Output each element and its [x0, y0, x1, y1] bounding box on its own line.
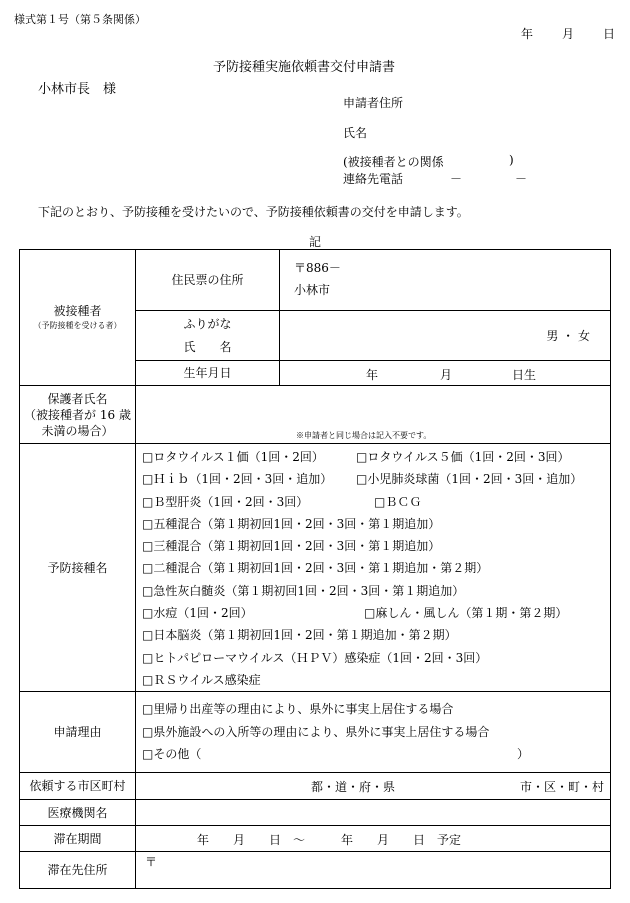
- vaccine-rsv[interactable]: □ＲＳウイルス感染症: [142, 672, 261, 687]
- vaccine-two-mixed[interactable]: □二種混合（第１期初回1回・2回・3回・第１期追加・第２期）: [142, 561, 489, 576]
- vaccine-varicella[interactable]: □水痘（1回・2回）: [142, 606, 253, 621]
- ki-mark: 記: [309, 235, 322, 249]
- applicant-name-label: 氏名: [343, 126, 368, 140]
- vaccine-hepb[interactable]: □Ｂ型肝炎（1回・2回・3回）: [142, 494, 309, 509]
- name-label-cell: [136, 311, 280, 361]
- furigana-label: ふりがな: [183, 316, 232, 331]
- prefecture-options[interactable]: 都・道・府・県: [311, 780, 396, 795]
- municipality-field[interactable]: [136, 773, 611, 800]
- vaccine-rota1[interactable]: □ロタウイルス１価（1回・2回）: [142, 450, 324, 464]
- recipient-label: 被接種者: [53, 304, 102, 318]
- reason-options: [136, 692, 611, 773]
- resident-address-field[interactable]: [280, 250, 611, 311]
- recipient-label-cell: [20, 250, 136, 386]
- postal-prefix: 〒886－: [294, 261, 341, 275]
- reason-other[interactable]: □その他（: [142, 746, 202, 761]
- stay-period-field[interactable]: [136, 826, 611, 852]
- reason-facility[interactable]: □県外施設への入所等の理由により、県外に事実上居住する場合: [142, 724, 490, 739]
- vaccine-three-mixed[interactable]: □三種混合（第１期初回1回・2回・3回・第１期追加）: [142, 539, 441, 554]
- medical-institution-field[interactable]: [136, 800, 611, 826]
- vaccine-label: 予防接種名: [20, 444, 136, 692]
- guardian-label-1: 保護者氏名: [47, 391, 108, 406]
- birth-day: 日生: [512, 368, 537, 382]
- birth-year: 年: [366, 368, 379, 382]
- reason-other-close: ）: [517, 746, 530, 761]
- gender-options[interactable]: 男 ・ 女: [546, 329, 590, 343]
- stay-period-value: 年 月 日 ～ 年 月 日 予定: [197, 833, 462, 848]
- reason-childbirth[interactable]: □里帰り出産等の理由により、県外に事実上居住する場合: [142, 702, 454, 717]
- applicant-address-label: 申請者住所: [343, 96, 404, 110]
- phone-label: 連絡先電話: [343, 172, 404, 186]
- stay-postal-mark: 〒: [145, 855, 158, 870]
- date-month: 月: [562, 27, 575, 41]
- reason-label: 申請理由: [20, 692, 136, 773]
- vaccine-pneumococcal[interactable]: □小児肺炎球菌（1回・2回・3回・追加）: [356, 472, 583, 487]
- date-year: 年: [521, 27, 534, 41]
- city-options[interactable]: 市・区・町・村: [519, 780, 604, 795]
- form-number: 様式第１号（第５条関係）: [14, 13, 146, 26]
- guardian-label-cell: [20, 386, 136, 444]
- vaccine-hpv[interactable]: □ヒトパピローマウイルス（ＨＰＶ）感染症（1回・2回・3回）: [142, 650, 488, 665]
- stay-address-field[interactable]: [136, 852, 611, 889]
- relation-label: (被接種者との関係: [343, 155, 444, 169]
- vaccine-hib[interactable]: □Ｈｉｂ（1回・2回・3回・追加）: [142, 472, 333, 487]
- guardian-name-field[interactable]: [136, 386, 611, 444]
- vaccine-polio[interactable]: □急性灰白髄炎（第１期初回1回・2回・3回・第１期追加）: [142, 583, 465, 598]
- guardian-label-3: 未満の場合）: [41, 423, 114, 438]
- intro-text: 下記のとおり、予防接種を受けたいので、予防接種依頼書の交付を申請します。: [38, 205, 469, 219]
- guardian-note: ※申請者と同じ場合は記入不要です。: [296, 431, 432, 440]
- recipient-name-field[interactable]: [280, 311, 611, 361]
- relation-close: ): [509, 153, 514, 167]
- vaccine-japanese-encephalitis[interactable]: □日本脳炎（第１期初回1回・2回・第１期追加・第２期）: [142, 628, 457, 643]
- vaccine-five-mixed[interactable]: □五種混合（第１期初回1回・2回・3回・第１期追加）: [142, 516, 441, 531]
- city-name: 小林市: [294, 283, 331, 297]
- vaccine-options: [136, 444, 611, 692]
- municipality-label: 依頼する市区町村: [20, 773, 136, 800]
- birth-month: 月: [440, 368, 453, 382]
- document-title: 予防接種実施依頼書交付申請書: [213, 60, 396, 75]
- recipient-sublabel: （予防接種を受ける者）: [33, 321, 122, 331]
- addressee: 小林市長 様: [38, 82, 117, 97]
- date-day: 日: [603, 27, 616, 41]
- medical-institution-label: 医療機関名: [20, 800, 136, 826]
- stay-address-label: 滞在先住所: [20, 852, 136, 889]
- vaccine-rota5[interactable]: □ロタウイルス５価（1回・2回・3回）: [356, 450, 570, 464]
- phone-dash-2: －: [515, 172, 528, 186]
- vaccine-bcg[interactable]: □ＢＣＧ: [374, 494, 422, 509]
- stay-period-label: 滞在期間: [20, 826, 136, 852]
- guardian-label-2: （被接種者が 16 歳: [24, 407, 131, 422]
- vaccine-mr[interactable]: □麻しん・風しん（第１期・第２期）: [364, 606, 568, 621]
- resident-address-label: 住民票の住所: [136, 250, 280, 311]
- birthdate-label: 生年月日: [136, 361, 280, 386]
- birthdate-field[interactable]: [280, 361, 611, 386]
- recipient-name-label: 氏 名: [183, 339, 232, 354]
- application-table: [19, 249, 611, 889]
- phone-dash-1: －: [450, 172, 463, 186]
